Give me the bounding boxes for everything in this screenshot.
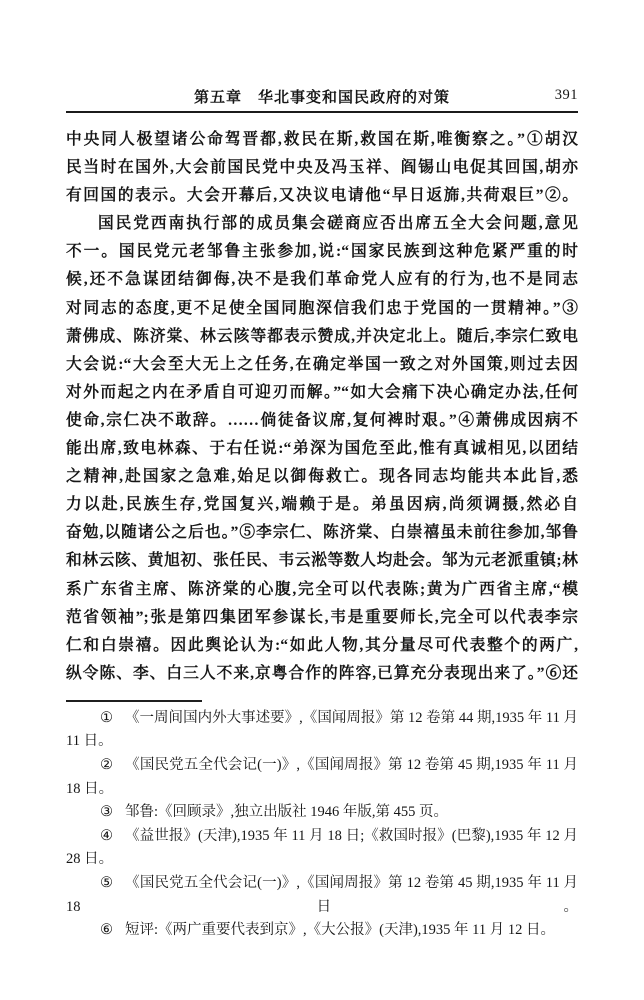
footnote-line — [66, 919, 578, 943]
footnote-text: 《国民党五全代会记(一)》,《国闻周报》第 12 卷第 45 期,1935 年 11 月18 日。 — [66, 875, 579, 915]
footnote-marker: ② — [100, 757, 114, 774]
footnote-line — [66, 825, 578, 849]
page-content — [66, 0, 578, 943]
footnote-marker: ① — [100, 709, 114, 726]
footnote-4 — [66, 825, 578, 872]
footnote-text: 邹鲁:《回顾录》,独立出版社 1946 年版,第 455 页。 — [125, 804, 449, 821]
footnote-text: 《国民党五全代会记(一)》,《国闻周报》第 12 卷第 45 期,1935 年 11 月 — [125, 757, 579, 774]
footnote-line — [66, 872, 578, 919]
footnote-marker: ⑥ — [100, 922, 113, 939]
footnote-text: 《一周间国内外大事述要》,《国闻周报》第 12 卷第 44 期,1935 年 11 月 — [125, 709, 578, 726]
page-number: 391 — [554, 87, 578, 103]
body-line: 范省领袖”;张是第四集团军参谋长,韦是重要师长,完全可以代表李宗 — [66, 608, 578, 626]
footnote-3 — [66, 801, 578, 825]
footnote-2 — [66, 754, 578, 801]
footnote-text: 短评:《两广重要代表到京》,《大公报》(天津),1935 年 11 月 12 日。 — [125, 922, 556, 939]
body-line: 候,还不急谋团结御侮,决不是我们革命党人应有的行为,也不是同志 — [66, 271, 578, 289]
body-line: 国民党西南执行部的成员集会磋商应否出席五全大会问题,意见 — [98, 215, 578, 233]
footnote-line: 11 日。 — [66, 733, 113, 750]
body-line: 能出席,致电林森、于右任说:“弟深为国危至此,惟有真诚相见,以团结 — [66, 440, 578, 458]
body-line: 民当时在国外,大会前国民党中央及冯玉祥、阎锡山电促其回国,胡亦 — [66, 159, 578, 177]
chapter-title: 第五章 华北事变和国民政府的对策 — [193, 90, 450, 106]
footnote-line: 18 日。 — [66, 780, 114, 797]
body-line: 萧佛成、陈济棠、林云陔等都表示赞成,并决定北上。随后,李宗仁致电 — [66, 327, 578, 345]
footnote-5 — [66, 872, 578, 919]
body-line: 使命,宗仁决不敢辞。……倘徒备议席,复何裨时艰。”④萧佛成因病不 — [66, 411, 578, 429]
footnote-line — [66, 707, 578, 731]
body-text — [66, 126, 578, 688]
body-line: 对同志的态度,更不足使全国同胞深信我们忠于党国的一贯精神。”③ — [66, 299, 578, 317]
footnotes — [66, 707, 578, 943]
footnote-marker: ③ — [100, 804, 113, 821]
body-line: 不一。国民党元老邹鲁主张参加,说:“国家民族到这种危紧严重的时 — [66, 243, 578, 261]
footnote-6 — [66, 919, 578, 943]
body-line: 之精神,赴国家之急难,始足以御侮救亡。现各同志均能共本此旨,悉 — [66, 468, 578, 486]
header-rule — [66, 111, 578, 113]
footnote-text: 《益世报》(天津),1935 年 11 月 18 日;《救国时报》(巴黎),1935 年 12 月 — [125, 827, 578, 844]
footnote-marker: ④ — [100, 827, 114, 844]
body-line: 系广东省主席、陈济棠的心腹,完全可以代表陈;黄为广西省主席,“模 — [66, 580, 578, 598]
footnote-line — [66, 801, 578, 825]
footnote-marker: ⑤ — [100, 875, 114, 892]
paragraph-1 — [66, 126, 578, 210]
footnote-1 — [66, 707, 578, 754]
body-line: 仁和白崇禧。因此舆论认为:“如此人物,其分量尽可代表整个的两广, — [66, 636, 578, 654]
footnote-line — [66, 754, 578, 778]
footnote-separator — [66, 700, 202, 702]
body-line: 奋勉,以随诸公之后也。”⑤李宗仁、陈济棠、白崇禧虽未前往参加,邹鲁 — [66, 524, 578, 542]
body-line: 力以赴,民族生存,党国复兴,端赖于是。弟虽因病,尚须调摄,然必自 — [66, 496, 578, 514]
paragraph-2 — [66, 210, 578, 688]
running-head — [66, 86, 578, 108]
footnote-line: 28 日。 — [66, 851, 114, 868]
body-line: 对外而起之内在矛盾自可迎刃而解。”“如大会痛下决心确定办法,任何 — [66, 383, 578, 401]
body-line: 有回国的表示。大会开幕后,又决议电请他“早日返旆,共荷艰巨”②。 — [66, 187, 578, 205]
body-line: 中央同人极望诸公命驾晋都,救民在斯,救国在斯,唯衡察之。”①胡汉 — [66, 131, 578, 148]
body-line: 大会说:“大会至大无上之任务,在确定举国一致之对外国策,则过去因 — [66, 355, 578, 373]
body-line: 纵令陈、李、白三人不来,京粤合作的阵容,已算充分表现出来了。”⑥还 — [66, 664, 578, 682]
body-line: 和林云陔、黄旭初、张任民、韦云淞等数人均赴会。邹为元老派重镇;林 — [66, 552, 578, 570]
